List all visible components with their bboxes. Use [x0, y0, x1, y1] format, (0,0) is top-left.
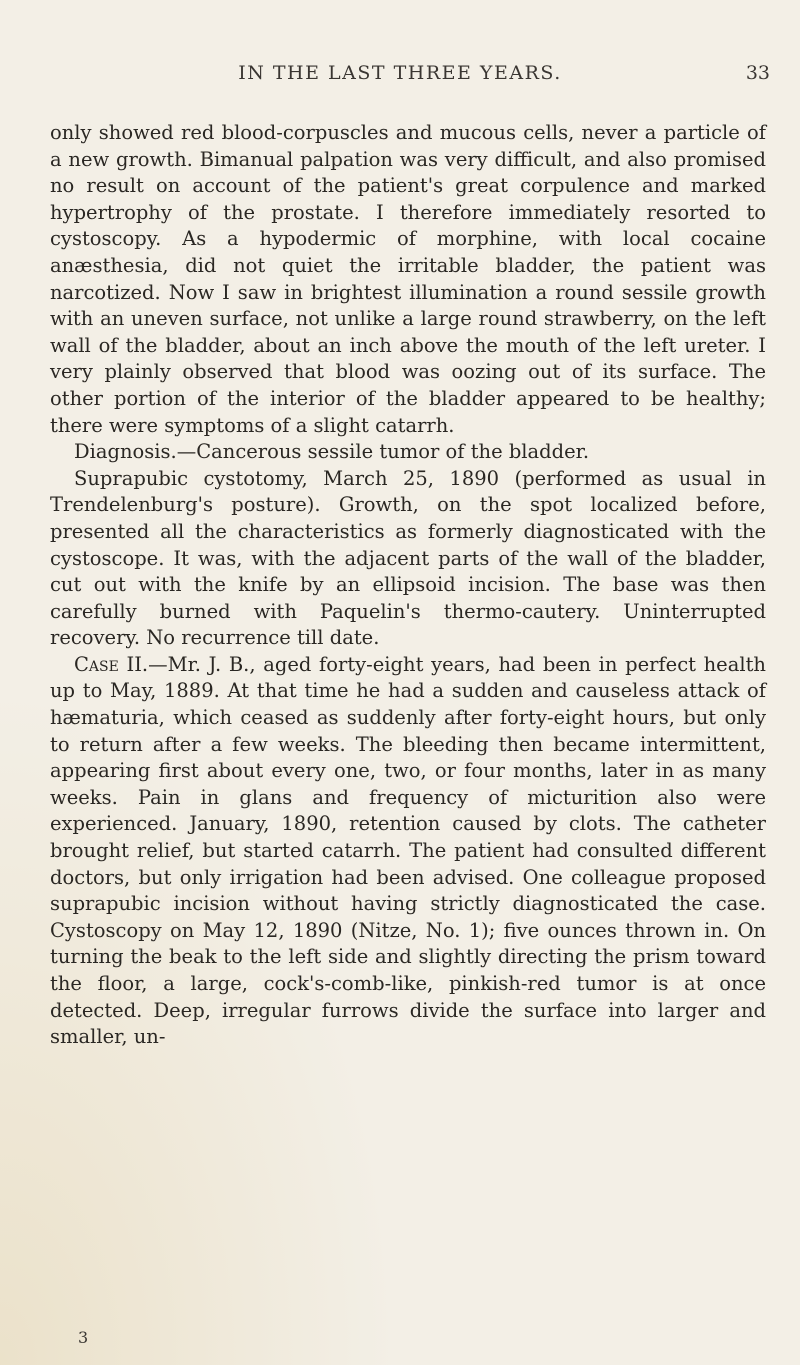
page-header [0, 62, 800, 92]
signature-mark: 3 [78, 1328, 89, 1347]
running-head: IN THE LAST THREE YEARS. [238, 62, 562, 84]
body-text [50, 120, 766, 1051]
paragraph-cystotomy: Suprapubic cystotomy, March 25, 1890 (performed as usual in Trendelenburg's posture). Growth, on the spot localized before, presented all the characteristics as formerly diagnosticated with the cystoscope. It was, with the adjacent parts of the wall of the bladder, cut out with the knife by an ellipsoid incision. The base was then carefully burned with Paquelin's thermo-cautery. Uninterrupted recovery. No recurrence till date. [50, 466, 766, 650]
paragraph-case-2 [50, 652, 766, 1051]
case-2-text: —Mr. J. B., aged forty-eight years, had been in perfect health up to May, 1889. At that time he had a sudden and causeless attack of hæmaturia, which ceased as suddenly after forty-eight hours, but only to return after a few weeks. The bleeding then became intermittent, appearing first about every one, two, or four months, later in as many weeks. Pain in glans and frequency of micturition also were experienced. January, 1890, retention caused by clots. The catheter brought relief, but started catarrh. The patient had consulted different doctors, but only irrigation had been advised. One colleague proposed suprapubic incision without having strictly diagnosticated the case. Cystoscopy on May 12, 1890 (Nitze, No. 1); five ounces thrown in. On turning the beak to the left side and slightly directing the prism toward the floor, a large, cock's-comb-like, pinkish-red tumor is at once detected. Deep, irregular furrows divide the surface into larger and smaller, un- [50, 652, 766, 1049]
case-label: Case II. [74, 652, 149, 676]
page-number: 33 [745, 62, 770, 84]
paragraph-1: only showed red blood-corpuscles and mucous cells, never a particle of a new growth. Bimanual palpation was very difficult, and also promised no result on account of the patient's great corpulence and marked hypertrophy of the prostate. I therefore immediately resorted to cystoscopy. As a hypodermic of morphine, with local cocaine anæsthesia, did not quiet the irritable bladder, the patient was narcotized. Now I saw in brightest illumination a round sessile growth with an uneven surface, not unlike a large round strawberry, on the left wall of the bladder, about an inch above the mouth of the left ureter. I very plainly observed that blood was oozing out of its surface. The other portion of the interior of the bladder appeared to be healthy; there were symptoms of a slight catarrh. [50, 121, 766, 437]
paragraph-diagnosis: Diagnosis.—Cancerous sessile tumor of the bladder. [74, 440, 590, 464]
